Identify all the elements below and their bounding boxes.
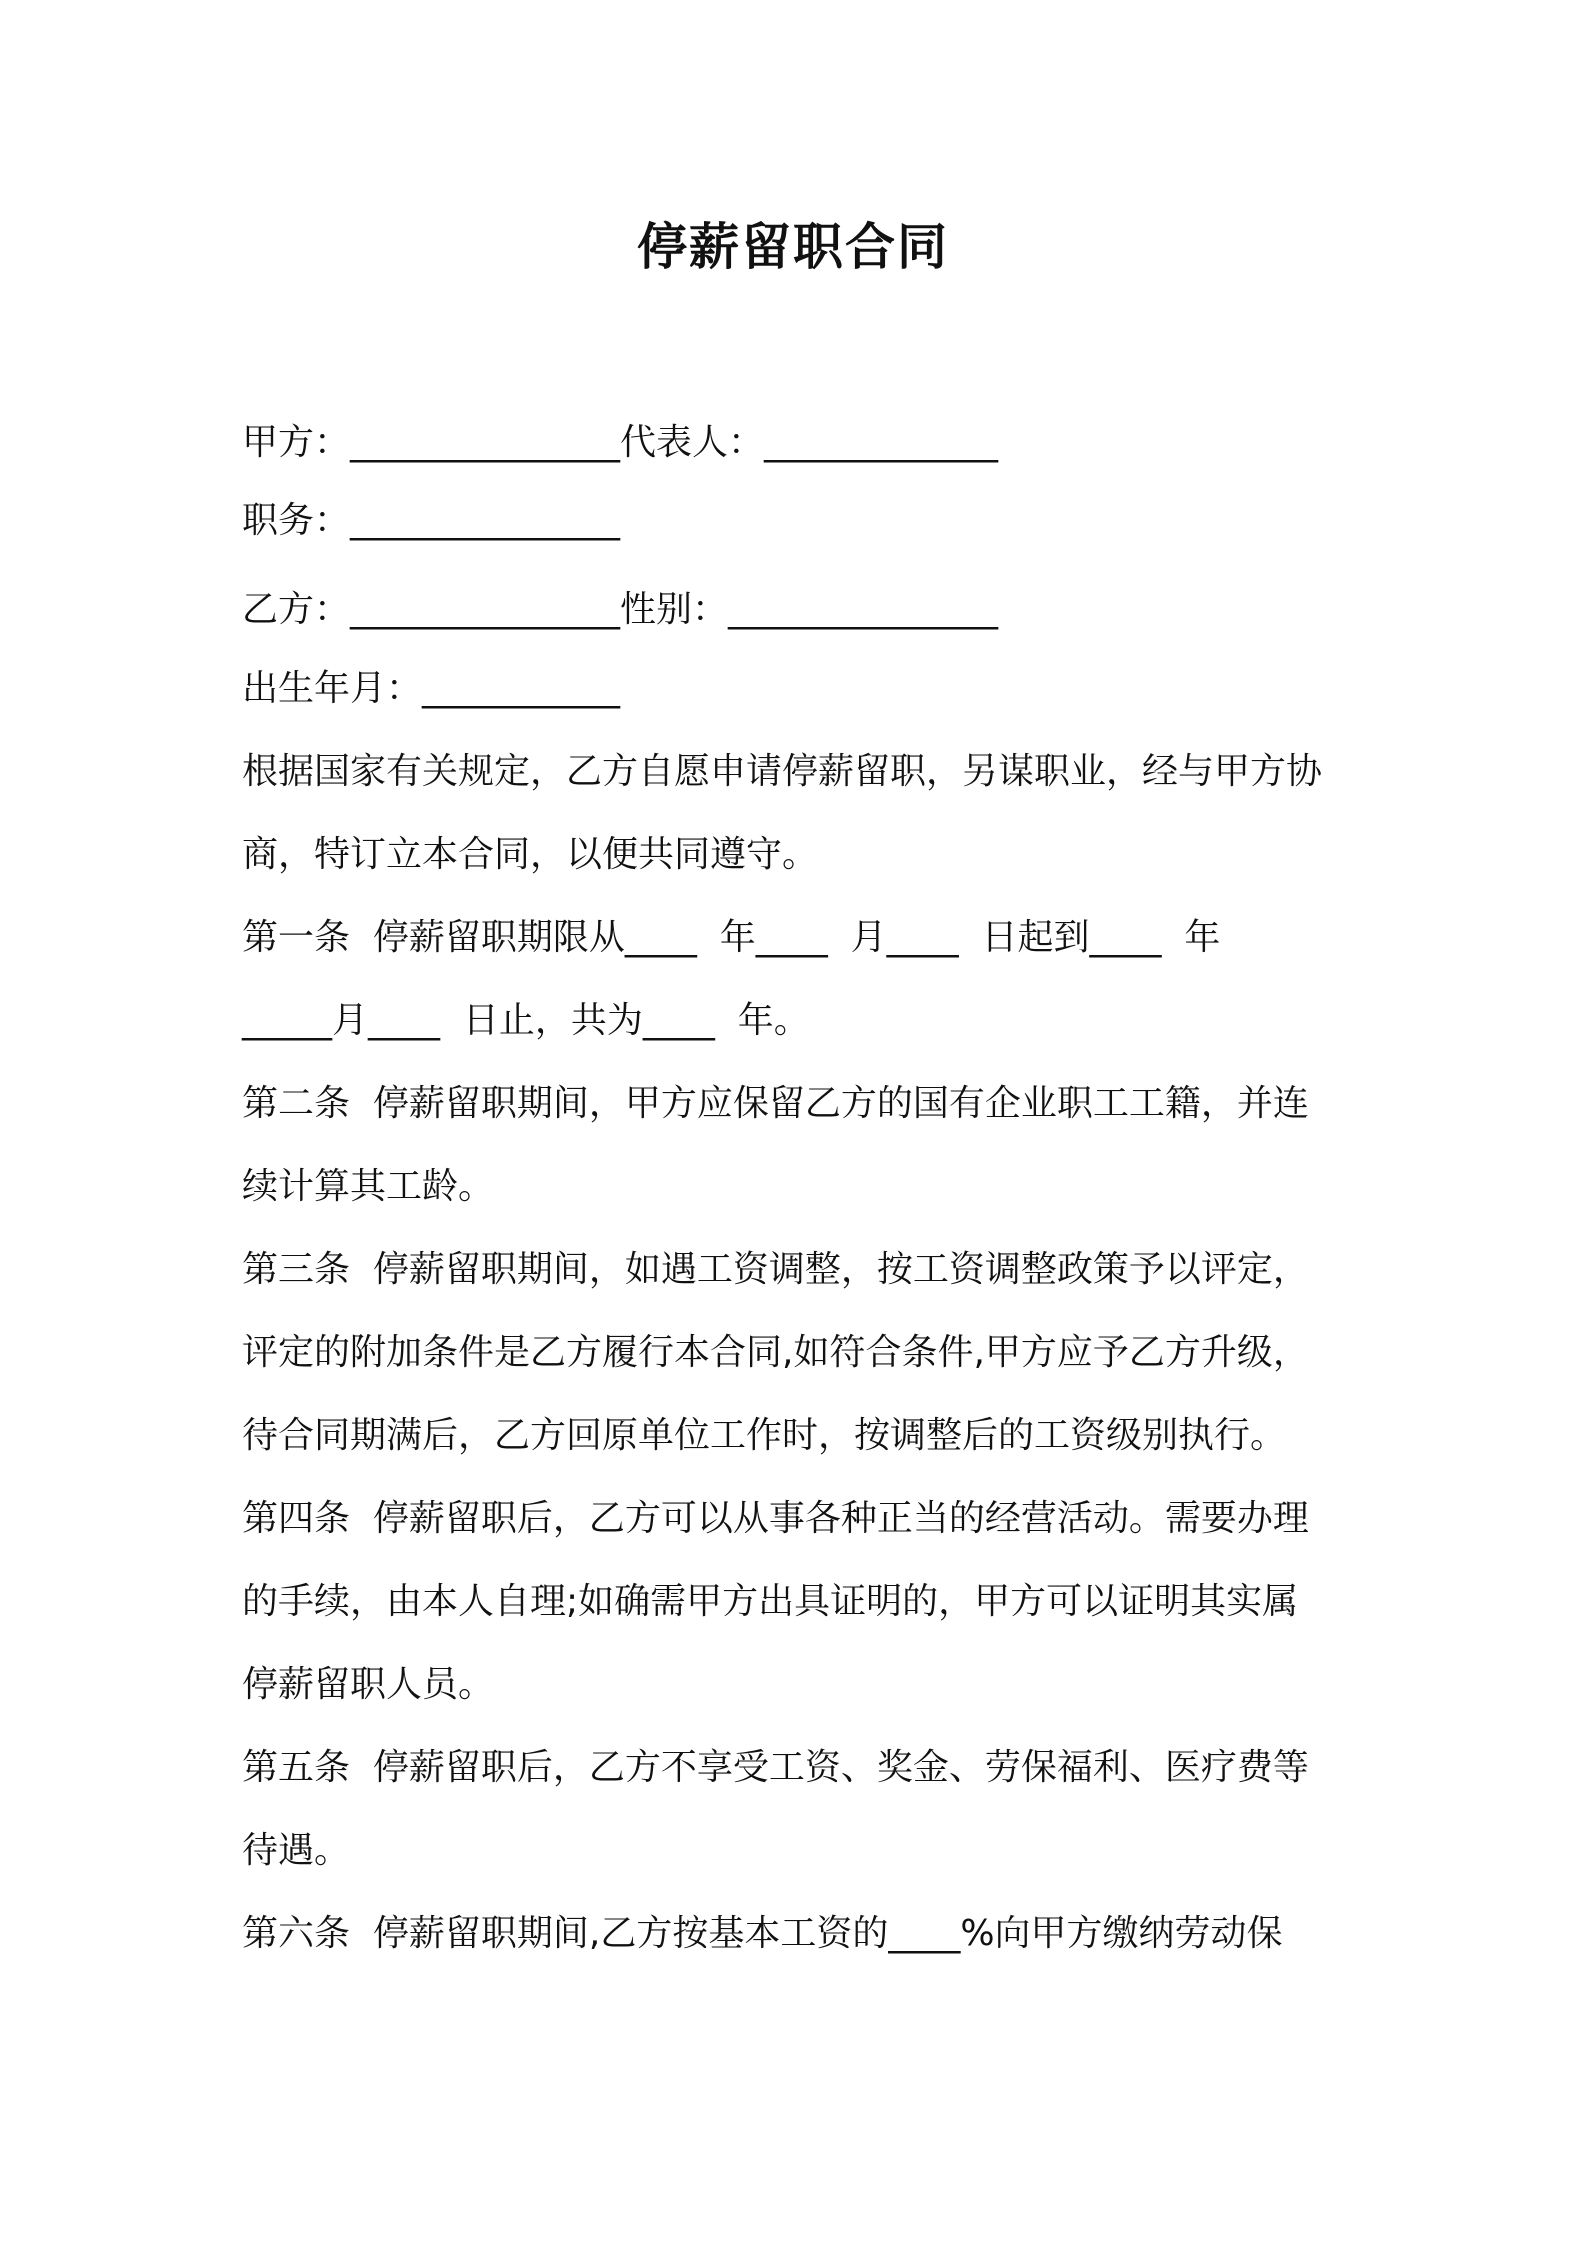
article-4-line-1: 第四条 停薪留职后，乙方可以从事各种正当的经营活动。需要办理: [242, 1498, 1309, 1539]
article-1-line-2: _____月____ 日止，共为____ 年。: [242, 1000, 810, 1041]
article-6-line-1: 第六条 停薪留职期间,乙方按基本工资的____%向甲方缴纳劳动保: [242, 1913, 1283, 1954]
preamble-line-1: 根据国家有关规定，乙方自愿申请停薪留职，另谋职业，经与甲方协: [242, 751, 1323, 792]
document-title: 停薪留职合同: [637, 218, 949, 276]
article-3-line-2: 评定的附加条件是乙方履行本合同,如符合条件,甲方应予乙方升级，: [242, 1332, 1309, 1373]
article-3-line-1: 第三条 停薪留职期间，如遇工资调整，按工资调整政策予以评定，: [242, 1249, 1309, 1290]
article-5-line-2: 待遇。: [242, 1830, 351, 1871]
article-4-line-3: 停薪留职人员。: [242, 1664, 495, 1705]
article-2-line-2: 续计算其工龄。: [242, 1166, 495, 1207]
party-a-line: 甲方：_______________代表人：_____________: [242, 422, 999, 463]
birth-date-line: 出生年月：___________: [242, 668, 621, 709]
article-3-line-3: 待合同期满后，乙方回原单位工作时，按调整后的工资级别执行。: [242, 1415, 1287, 1456]
preamble-line-2: 商，特订立本合同，以便共同遵守。: [242, 834, 819, 875]
article-5-line-1: 第五条 停薪留职后，乙方不享受工资、奖金、劳保福利、医疗费等: [242, 1747, 1309, 1788]
article-1-line-1: 第一条 停薪留职期限从____ 年____ 月____ 日起到____ 年: [242, 917, 1221, 958]
party-b-line: 乙方：_______________性别：_______________: [242, 589, 999, 630]
article-4-line-2: 的手续，由本人自理;如确需甲方出具证明的，甲方可以证明其实属: [242, 1581, 1299, 1622]
article-2-line-1: 第二条 停薪留职期间，甲方应保留乙方的国有企业职工工籍，并连: [242, 1083, 1309, 1124]
position-line: 职务：_______________: [242, 500, 621, 541]
